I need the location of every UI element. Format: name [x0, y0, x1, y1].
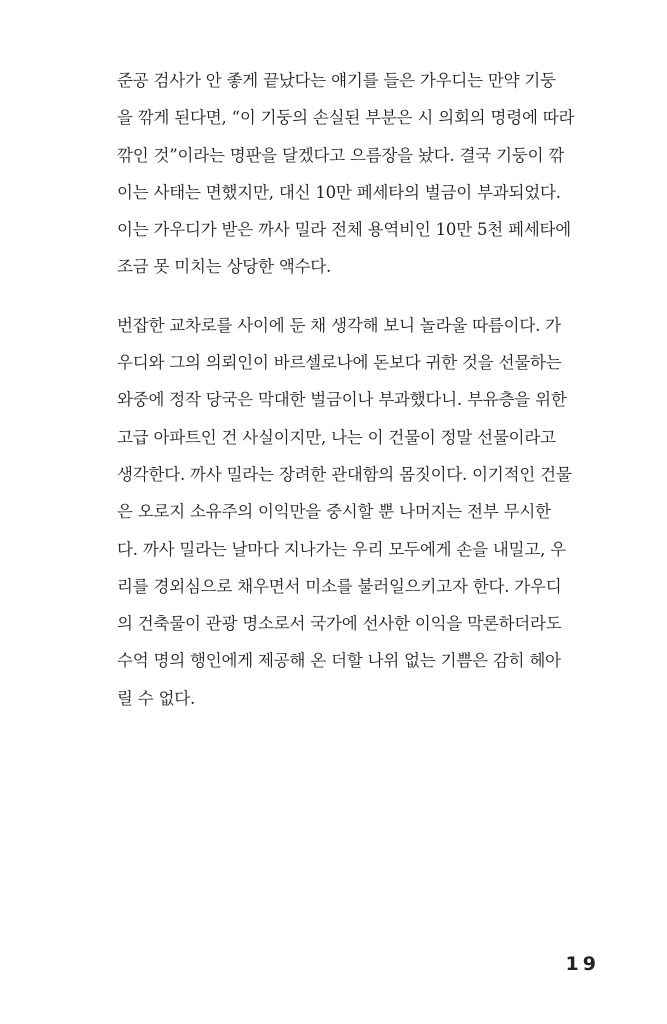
text-line: 조금 못 미치는 상당한 액수다.: [117, 257, 332, 277]
paragraph-spacer: [117, 286, 597, 307]
body-text: [117, 62, 597, 717]
text-line: 우디와 그의 의뢰인이 바르셀로나에 돈보다 귀한 것을 선물하는: [117, 353, 562, 373]
text-line: 릴 수 없다.: [117, 688, 196, 708]
paragraph-2: [117, 307, 597, 717]
text-line: 이는 사태는 면했지만, 대신 10만 페세타의 벌금이 부과되었다.: [117, 182, 561, 202]
text-line: 준공 검사가 안 좋게 끝났다는 얘기를 들은 가우디는 만약 기둥: [117, 71, 556, 90]
page-number: 19: [565, 953, 600, 975]
text-line: 번잡한 교차로를 사이에 둔 채 생각해 보니 놀라울 따름이다. 가: [117, 315, 561, 335]
text-line: 다. 까사 밀라는 날마다 지나가는 우리 모두에게 손을 내밀고, 우: [117, 539, 566, 559]
text-line: 은 오로지 소유주의 이익만을 중시할 뿐 나머지는 전부 무시한: [117, 502, 551, 522]
text-line: 이는 가우디가 받은 까사 밀라 전체 용역비인 10만 5천 페세타에: [117, 220, 572, 240]
text-line: 을 깎게 된다면, “이 기둥의 손실된 부분은 시 의회의 명령에 따라: [117, 108, 575, 128]
text-line: 리를 경외심으로 채우면서 미소를 불러일으키고자 한다. 가우디: [117, 576, 562, 596]
text-line: 수억 명의 행인에게 제공해 온 더할 나위 없는 기쁨은 감히 헤아: [117, 651, 561, 671]
paragraph-1: [117, 62, 597, 286]
text-line: 와중에 정작 당국은 막대한 벌금이나 부과했다니. 부유층을 위한: [117, 390, 567, 410]
text-line: 고급 아파트인 건 사실이지만, 나는 이 건물이 정말 선물이라고: [117, 427, 556, 447]
text-line: 의 건축물이 관광 명소로서 국가에 선사한 이익을 막론하더라도: [117, 614, 562, 634]
text-line: 생각한다. 까사 밀라는 장려한 관대함의 몸짓이다. 이기적인 건물: [117, 464, 572, 484]
text-line: 깎인 것”이라는 명판을 달겠다고 으름장을 놨다. 결국 기둥이 깎: [117, 145, 565, 165]
